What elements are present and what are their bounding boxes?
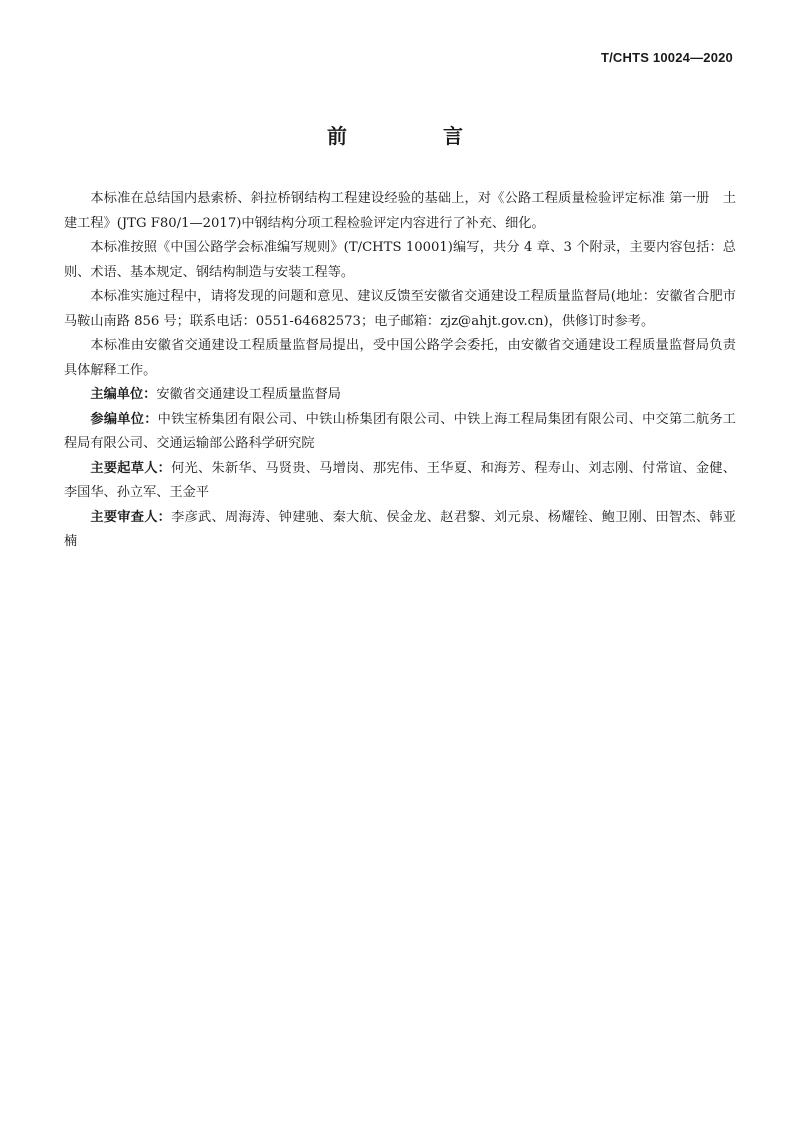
credit-value: 何光、朱新华、马贤贵、马增岗、那宪伟、王华夏、和海芳、程寿山、刘志刚、付常谊、金健、李国华、孙立军、王金平	[64, 460, 736, 500]
preface-body	[64, 187, 736, 555]
credit-main-reviewers	[64, 506, 736, 555]
credit-label: 主要审查人：	[90, 509, 172, 525]
paragraph-intro: 本标准在总结国内悬索桥、斜拉桥钢结构工程建设经验的基础上，对《公路工程质量检验评定标准 第一册 土建工程》(JTG F80/1—2017)中钢结构分项工程检验评定内容进行了补充、细化。	[64, 191, 736, 231]
paragraph-interpretation: 本标准由安徽省交通建设工程质量监督局提出，受中国公路学会委托，由安徽省交通建设工程质量监督局负责具体解释工作。	[64, 338, 736, 378]
page-title: 前 言	[327, 124, 501, 148]
credit-value: 安徽省交通建设工程质量监督局	[156, 387, 341, 402]
paragraph-feedback: 本标准实施过程中，请将发现的问题和意见、建议反馈至安徽省交通建设工程质量监督局(地址：安徽省合肥市马鞍山南路 856 号；联系电话：0551-64682573；电子邮箱：zjz@ahjt.gov.cn)，供修订时参考。	[64, 289, 736, 329]
credit-main-drafters	[64, 457, 736, 506]
credit-label: 主编单位：	[90, 387, 157, 402]
credit-value: 李彦武、周海涛、钟建驰、秦大航、侯金龙、赵君黎、刘元泉、杨耀铨、鲍卫刚、田智杰、韩亚楠	[64, 509, 736, 549]
standard-code: T/CHTS 10024—2020	[600, 50, 733, 65]
credit-label: 参编单位：	[90, 411, 158, 427]
credit-participating-units	[64, 408, 736, 457]
credit-label: 主要起草人：	[90, 460, 172, 476]
paragraph-structure: 本标准按照《中国公路学会标准编写规则》(T/CHTS 10001)编写，共分 4 章、3 个附录，主要内容包括：总则、术语、基本规定、钢结构制造与安装工程等。	[64, 240, 736, 280]
credit-chief-editor	[64, 383, 736, 408]
credit-value: 中铁宝桥集团有限公司、中铁山桥集团有限公司、中铁上海工程局集团有限公司、中交第二航务工程局有限公司、交通运输部公路科学研究院	[64, 411, 736, 451]
